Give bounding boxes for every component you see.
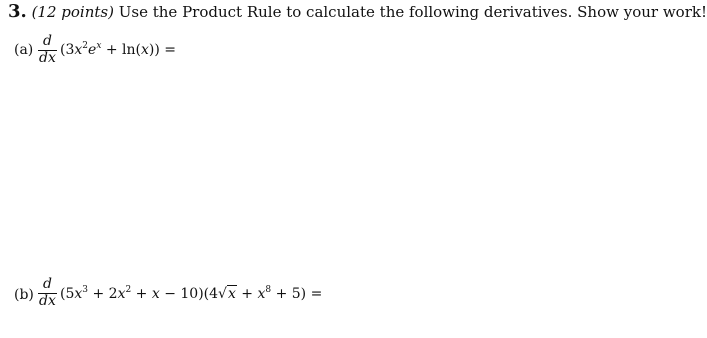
part-a bbox=[14, 33, 314, 76]
part-b bbox=[14, 274, 334, 314]
square-root: √x bbox=[218, 286, 236, 302]
question-number: 3. bbox=[8, 1, 27, 22]
part-b-deriv-numerator: d bbox=[42, 276, 52, 292]
part-a-deriv-denominator: dx bbox=[39, 50, 56, 66]
part-b-label: (b) bbox=[14, 287, 34, 303]
part-a-label: (a) bbox=[14, 42, 34, 58]
part-a-deriv-numerator: d bbox=[42, 33, 52, 49]
question-instruction: Use the Product Rule to calculate the following derivatives. Show your work! bbox=[118, 3, 707, 21]
question-points: (12 points) bbox=[31, 3, 114, 21]
part-a-expression: $(3x^2e^x + \ln(x))$ = bbox=[60, 41, 176, 58]
part-b-deriv-denominator: dx bbox=[39, 293, 56, 309]
part-a-derivative-operator bbox=[38, 34, 57, 66]
part-b-derivative-operator bbox=[38, 277, 57, 309]
question-header bbox=[8, 2, 707, 22]
part-b-expression: $(5x^3 + 2x^2 + x - 10)(4√x + x^8 + 5)$ = bbox=[60, 285, 323, 302]
